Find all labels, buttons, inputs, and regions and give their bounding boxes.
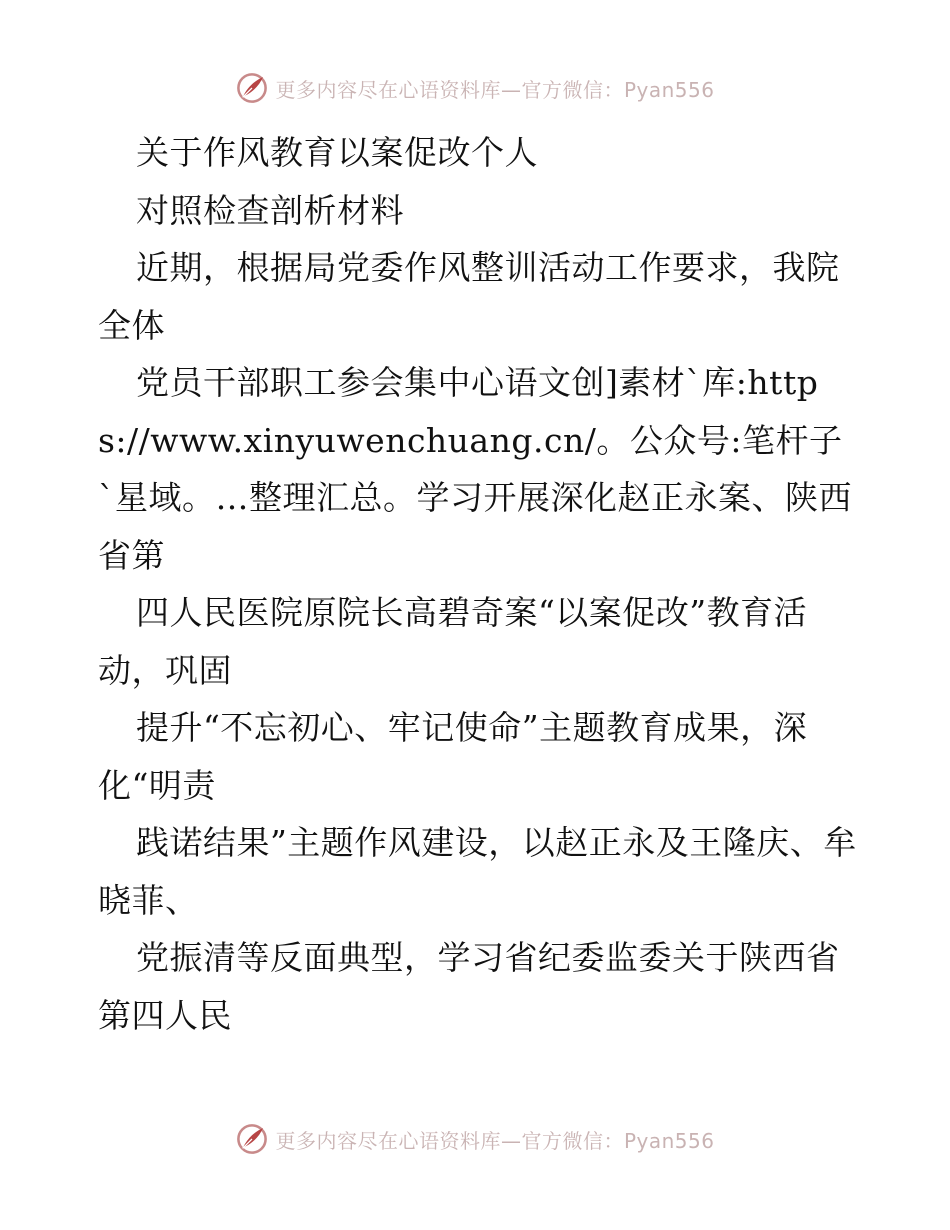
document-body <box>98 124 858 1044</box>
footer-watermark <box>0 1121 950 1157</box>
body-paragraph: 四人民医院原院长高碧奇案“以案促改”教育活动，巩固 <box>98 593 808 690</box>
quill-pen-icon <box>235 71 269 105</box>
body-paragraph: 党员干部职工参会集中心语文创]素材`库:https://www.xinyuwenchuang.cn/。公众号:笔杆子`星域。…整理汇总。学习开展深化赵正永案、陕西省第 <box>98 363 852 575</box>
body-paragraph: 提升“不忘初心、牢记使命”主题教育成果，深化“明责 <box>98 708 808 805</box>
watermark-text: 更多内容尽在心语资料库—官方微信：Pyan556 <box>275 77 715 102</box>
header-watermark <box>0 70 950 106</box>
document-title-line-2: 对照检查剖析材料 <box>135 190 404 230</box>
body-paragraph: 党振清等反面典型，学习省纪委监委关于陕西省第四人民 <box>98 938 840 1035</box>
body-paragraph: 近期，根据局党委作风整训活动工作要求，我院全体 <box>98 248 840 345</box>
quill-pen-icon <box>235 1122 269 1156</box>
body-paragraph: 践诺结果”主题作风建设，以赵正永及王隆庆、牟晓菲、 <box>98 823 857 920</box>
watermark-text: 更多内容尽在心语资料库—官方微信：Pyan556 <box>275 1128 715 1153</box>
document-title-line-1: 关于作风教育以案促改个人 <box>135 133 538 172</box>
